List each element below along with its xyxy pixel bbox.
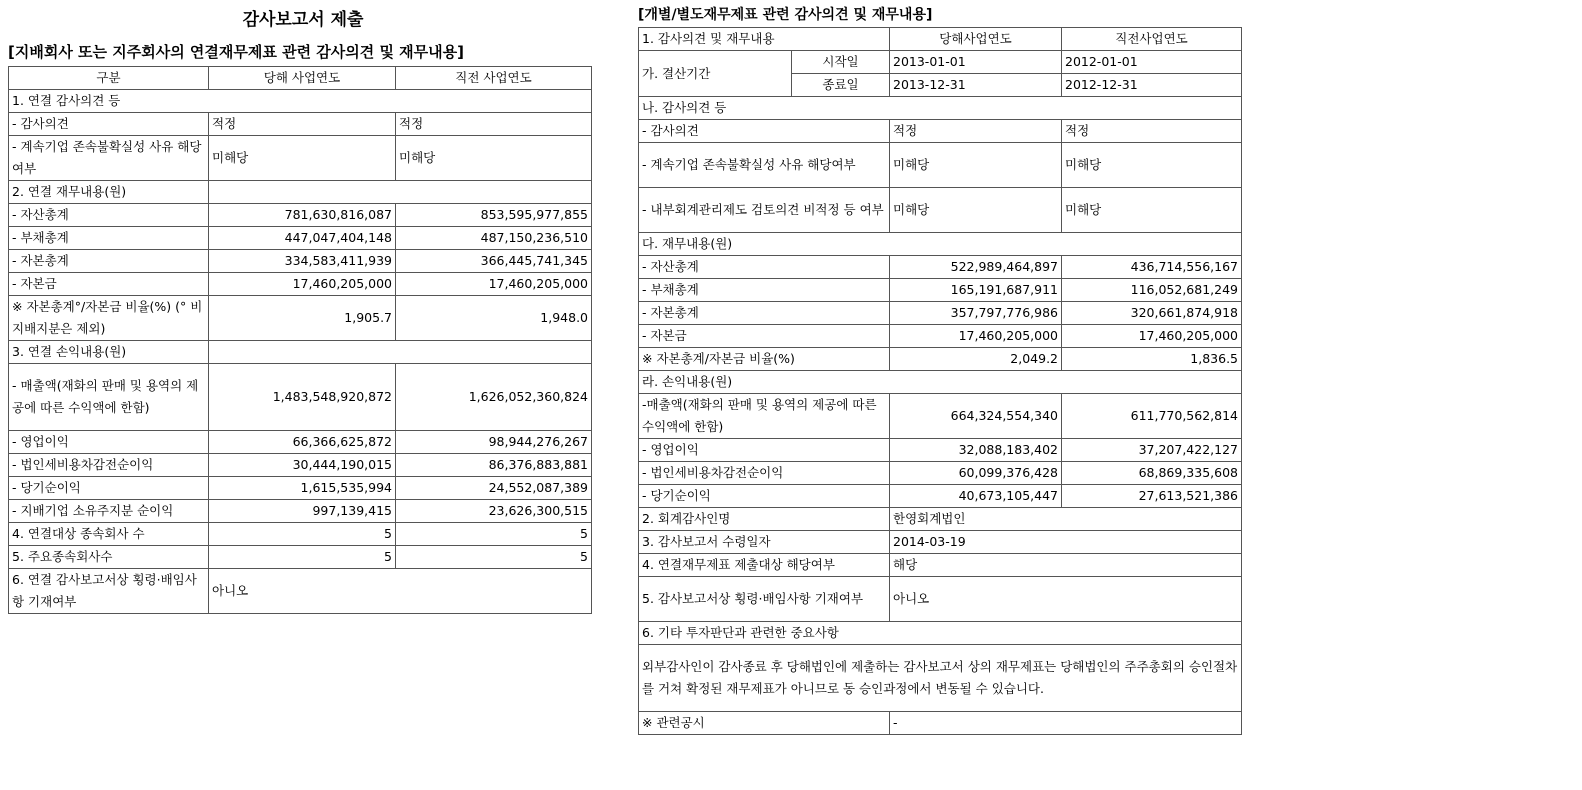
other-matters-text: 외부감사인이 감사종료 후 당해법인에 제출하는 감사보고서 상의 재무제표는 당해법인의 주주총회의 승인절차를 거쳐 확정된 재무제표가 아니므로 동 승인과정에서 변동될 수 있습니다.: [639, 645, 1242, 712]
table-row: [9, 273, 592, 296]
empty-cell: [209, 181, 592, 204]
table-row: [639, 439, 1242, 462]
table-row: [9, 523, 592, 546]
row-label: ※ 자본총계/자본금 비율(%): [639, 348, 890, 371]
table-header-row: [639, 28, 1242, 51]
previous-value: 24,552,087,389: [396, 477, 592, 500]
previous-value: 2012-01-01: [1062, 51, 1242, 74]
current-value: 40,673,105,447: [890, 485, 1062, 508]
table-row: [639, 712, 1242, 735]
section-label: 3. 연결 손익내용(원): [9, 341, 209, 364]
section-row: [639, 622, 1242, 645]
header-previous-year: 직전 사업연도: [396, 67, 592, 90]
row-label: - 계속기업 존속불확실성 사유 해당여부: [9, 136, 209, 181]
table-row: [9, 250, 592, 273]
current-value: 1,905.7: [209, 296, 396, 341]
current-value: 30,444,190,015: [209, 454, 396, 477]
header-category: 1. 감사의견 및 재무내용: [639, 28, 890, 51]
header-current-year: 당해사업연도: [890, 28, 1062, 51]
previous-value: 320,661,874,918: [1062, 302, 1242, 325]
end-date-label: 종료일: [792, 74, 890, 97]
row-label: 6. 연결 감사보고서상 횡령·배임사항 기재여부: [9, 569, 209, 614]
section-row: [639, 233, 1242, 256]
table-row: [9, 431, 592, 454]
row-label: - 매출액(재화의 판매 및 용역의 제공에 따른 수익액에 한함): [9, 364, 209, 431]
row-label: - 자본총계: [639, 302, 890, 325]
settlement-period-label: 가. 결산기간: [639, 51, 792, 97]
current-value: 적정: [890, 120, 1062, 143]
section-label: 2. 연결 재무내용(원): [9, 181, 209, 204]
table-row: [639, 531, 1242, 554]
previous-value: 23,626,300,515: [396, 500, 592, 523]
section-row: [9, 341, 592, 364]
row-label: - 자산총계: [9, 204, 209, 227]
previous-value: 5: [396, 523, 592, 546]
current-value: 미해당: [209, 136, 396, 181]
current-value: 2013-12-31: [890, 74, 1062, 97]
row-label: - 자본금: [9, 273, 209, 296]
previous-value: 37,207,422,127: [1062, 439, 1242, 462]
table-row: [639, 188, 1242, 233]
row-label: - 당기순이익: [9, 477, 209, 500]
table-row: [639, 51, 1242, 74]
current-value: 66,366,625,872: [209, 431, 396, 454]
merged-value: -: [890, 712, 1242, 735]
table-row: [639, 325, 1242, 348]
previous-value: 116,052,681,249: [1062, 279, 1242, 302]
current-value: 1,615,535,994: [209, 477, 396, 500]
table-row: [9, 296, 592, 341]
current-value: 781,630,816,087: [209, 204, 396, 227]
table-row: [639, 462, 1242, 485]
row-label: - 부채총계: [639, 279, 890, 302]
section-row: [639, 97, 1242, 120]
current-value: 17,460,205,000: [890, 325, 1062, 348]
row-label: - 부채총계: [9, 227, 209, 250]
table-row: [639, 348, 1242, 371]
previous-value: 미해당: [396, 136, 592, 181]
row-label: - 당기순이익: [639, 485, 890, 508]
current-value: 997,139,415: [209, 500, 396, 523]
row-label: 3. 감사보고서 수령일자: [639, 531, 890, 554]
row-label: ※ 관련공시: [639, 712, 890, 735]
current-value: 165,191,687,911: [890, 279, 1062, 302]
current-value: 미해당: [890, 188, 1062, 233]
merged-value: 한영회계법인: [890, 508, 1242, 531]
table-row: [9, 454, 592, 477]
section-label: 다. 재무내용(원): [639, 233, 1242, 256]
previous-value: 366,445,741,345: [396, 250, 592, 273]
table-row: [639, 302, 1242, 325]
row-label: 2. 회계감사인명: [639, 508, 890, 531]
table-row: [639, 394, 1242, 439]
start-date-label: 시작일: [792, 51, 890, 74]
previous-value: 17,460,205,000: [396, 273, 592, 296]
table-row: [9, 364, 592, 431]
previous-value: 27,613,521,386: [1062, 485, 1242, 508]
section-label: 나. 감사의견 등: [639, 97, 1242, 120]
section-label: 1. 연결 감사의견 등: [9, 90, 592, 113]
current-value: 미해당: [890, 143, 1062, 188]
previous-value: 미해당: [1062, 188, 1242, 233]
current-value: 522,989,464,897: [890, 256, 1062, 279]
current-value: 2013-01-01: [890, 51, 1062, 74]
consolidated-section-heading: [지배회사 또는 지주회사의 연결재무제표 관련 감사의견 및 재무내용]: [8, 43, 464, 61]
row-label: - 감사의견: [9, 113, 209, 136]
row-label: - 내부회계관리제도 검토의견 비적정 등 여부: [639, 188, 890, 233]
table-row: [9, 477, 592, 500]
table-row: [639, 645, 1242, 712]
row-label: - 법인세비용차감전순이익: [9, 454, 209, 477]
header-category: 구분: [9, 67, 209, 90]
current-value: 664,324,554,340: [890, 394, 1062, 439]
section-row: [9, 90, 592, 113]
row-label: - 감사의견: [639, 120, 890, 143]
empty-cell: [209, 341, 592, 364]
section-row: [639, 371, 1242, 394]
current-value: 17,460,205,000: [209, 273, 396, 296]
previous-value: 98,944,276,267: [396, 431, 592, 454]
previous-value: 436,714,556,167: [1062, 256, 1242, 279]
consolidated-audit-table: [8, 66, 592, 614]
row-label: - 영업이익: [639, 439, 890, 462]
row-label: - 계속기업 존속불확실성 사유 해당여부: [639, 143, 890, 188]
row-label: - 자본금: [639, 325, 890, 348]
current-value: 2,049.2: [890, 348, 1062, 371]
current-value: 5: [209, 546, 396, 569]
row-label: 4. 연결대상 종속회사 수: [9, 523, 209, 546]
section-row: [9, 181, 592, 204]
previous-value: 853,595,977,855: [396, 204, 592, 227]
table-row: [639, 143, 1242, 188]
row-label: - 자산총계: [639, 256, 890, 279]
separate-audit-table: [638, 27, 1242, 735]
table-row: [639, 485, 1242, 508]
previous-value: 1,948.0: [396, 296, 592, 341]
previous-value: 86,376,883,881: [396, 454, 592, 477]
previous-value: 1,626,052,360,824: [396, 364, 592, 431]
previous-value: 611,770,562,814: [1062, 394, 1242, 439]
table-row: [639, 279, 1242, 302]
previous-value: 적정: [1062, 120, 1242, 143]
previous-value: 적정: [396, 113, 592, 136]
row-label: 4. 연결재무제표 제출대상 해당여부: [639, 554, 890, 577]
current-value: 60,099,376,428: [890, 462, 1062, 485]
table-row: [9, 227, 592, 250]
previous-value: 1,836.5: [1062, 348, 1242, 371]
table-row: [9, 113, 592, 136]
current-value: 32,088,183,402: [890, 439, 1062, 462]
row-label: - 영업이익: [9, 431, 209, 454]
previous-value: 2012-12-31: [1062, 74, 1242, 97]
row-label: -매출액(재화의 판매 및 용역의 제공에 따른 수익액에 한함): [639, 394, 890, 439]
current-value: 1,483,548,920,872: [209, 364, 396, 431]
table-row: [9, 500, 592, 523]
row-label: 5. 감사보고서상 횡령·배임사항 기재여부: [639, 577, 890, 622]
merged-value: 아니오: [890, 577, 1242, 622]
previous-value: 68,869,335,608: [1062, 462, 1242, 485]
header-previous-year: 직전사업연도: [1062, 28, 1242, 51]
current-value: 적정: [209, 113, 396, 136]
table-row: [9, 136, 592, 181]
previous-value: 5: [396, 546, 592, 569]
previous-value: 487,150,236,510: [396, 227, 592, 250]
previous-value: 미해당: [1062, 143, 1242, 188]
current-value: 447,047,404,148: [209, 227, 396, 250]
current-value: 357,797,776,986: [890, 302, 1062, 325]
merged-value: 아니오: [209, 569, 592, 614]
row-label: - 자본총계: [9, 250, 209, 273]
row-label: 5. 주요종속회사수: [9, 546, 209, 569]
section-label: 6. 기타 투자판단과 관련한 중요사항: [639, 622, 1242, 645]
current-value: 5: [209, 523, 396, 546]
separate-section-heading: [개별/별도재무제표 관련 감사의견 및 재무내용]: [638, 7, 933, 23]
section-label: 라. 손익내용(원): [639, 371, 1242, 394]
table-row: [639, 508, 1242, 531]
table-row: [9, 569, 592, 614]
row-label: - 법인세비용차감전순이익: [639, 462, 890, 485]
merged-value: 해당: [890, 554, 1242, 577]
table-header-row: [9, 67, 592, 90]
header-current-year: 당해 사업연도: [209, 67, 396, 90]
table-row: [639, 256, 1242, 279]
merged-value: 2014-03-19: [890, 531, 1242, 554]
table-row: [9, 546, 592, 569]
page-title: 감사보고서 제출: [242, 10, 364, 30]
table-row: [639, 554, 1242, 577]
table-row: [639, 577, 1242, 622]
current-value: 334,583,411,939: [209, 250, 396, 273]
previous-value: 17,460,205,000: [1062, 325, 1242, 348]
row-label: ※ 자본총계°/자본금 비율(%) (° 비지배지분은 제외): [9, 296, 209, 341]
row-label: - 지배기업 소유주지분 순이익: [9, 500, 209, 523]
table-row: [9, 204, 592, 227]
table-row: [639, 120, 1242, 143]
